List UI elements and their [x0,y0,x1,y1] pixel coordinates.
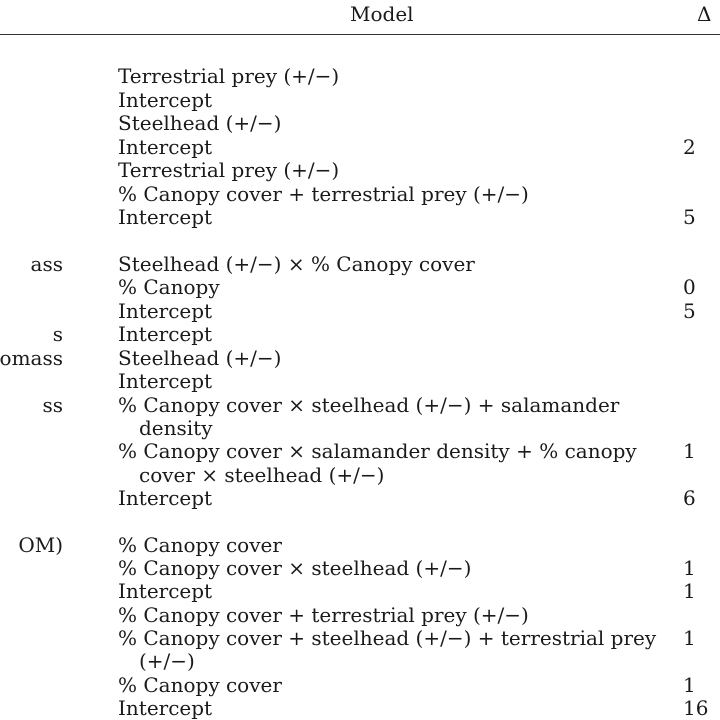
table-row [0,463,720,487]
table-row [0,416,720,440]
delta-cell: 16 [683,696,709,720]
table-row [0,135,720,159]
model-cell: Terrestrial prey (+/−) [118,158,340,182]
model-cell: Steelhead (+/−) [118,346,282,370]
model-cell: % Canopy [118,275,220,299]
model-cell: Steelhead (+/−) × % Canopy cover [118,252,475,276]
response-label: omass [0,346,63,370]
header-rule [0,34,720,35]
delta-cell: 1 [683,673,696,697]
model-cell: % Canopy cover [118,533,282,557]
delta-cell: 2 [683,135,696,159]
table-row [0,64,720,88]
model-cell: Intercept [118,696,213,720]
model-cell: Intercept [118,369,213,393]
delta-cell: 5 [683,299,696,323]
table-row [0,626,720,650]
model-cell: Intercept [118,322,213,346]
table-row [0,275,720,299]
model-cell: Intercept [118,486,213,510]
table-row [0,369,720,393]
model-cell: % Canopy cover × salamander density + % canopy [118,439,637,463]
model-cell: Intercept [118,135,213,159]
delta-cell: 6 [683,486,696,510]
model-cell: % Canopy cover + terrestrial prey (+/−) [118,603,529,627]
model-cell: density [139,416,213,440]
table-row [0,322,720,346]
table-row [0,486,720,510]
delta-cell: 1 [683,439,696,463]
model-cell: Intercept [118,205,213,229]
model-cell: Intercept [118,88,213,112]
table-row [0,579,720,603]
model-cell: (+/−) [139,649,195,673]
table-row [0,182,720,206]
table-row [0,346,720,370]
delta-cell: 1 [683,556,696,580]
header-delta: Δ [697,2,712,26]
model-cell: cover × steelhead (+/−) [139,463,385,487]
table-row [0,205,720,229]
table-row [0,603,720,627]
table-row [0,439,720,463]
table-row [0,158,720,182]
model-cell: % Canopy cover [118,673,282,697]
table-row [0,299,720,323]
table-row [0,556,720,580]
table-row [0,88,720,112]
model-cell: Terrestrial prey (+/−) [118,64,340,88]
model-cell: Intercept [118,579,213,603]
table-row [0,252,720,276]
response-label: ss [42,393,63,417]
table-row [0,696,720,720]
table-row [0,649,720,673]
table-row [0,393,720,417]
model-cell: % Canopy cover × steelhead (+/−) + salamander [118,393,620,417]
response-label: s [52,322,63,346]
response-label: OM) [18,533,63,557]
model-cell: % Canopy cover + terrestrial prey (+/−) [118,182,529,206]
delta-cell: 1 [683,579,696,603]
delta-cell: 5 [683,205,696,229]
table-row [0,111,720,135]
delta-cell: 0 [683,275,696,299]
model-cell: Steelhead (+/−) [118,111,282,135]
model-cell: % Canopy cover × steelhead (+/−) [118,556,472,580]
delta-cell: 1 [683,626,696,650]
model-cell: Intercept [118,299,213,323]
table-row [0,533,720,557]
header-model: Model [350,2,414,26]
model-cell: % Canopy cover + steelhead (+/−) + terrestrial prey [118,626,657,650]
table-row [0,673,720,697]
response-label: ass [30,252,63,276]
